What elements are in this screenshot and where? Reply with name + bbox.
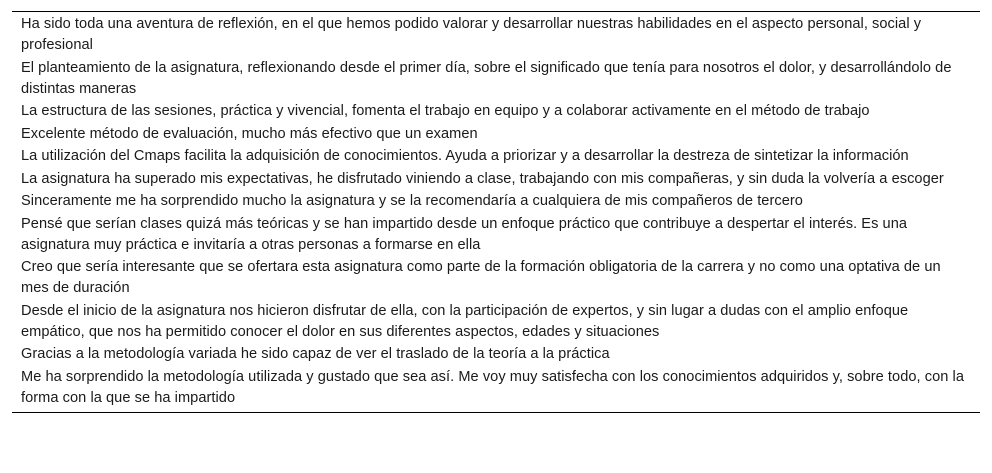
comment-row: El planteamiento de la asignatura, reflexionando desde el primer día, sobre el significado que tenía para nosotros el dolor, y desarrollándolo de distintas maneras [21,59,952,97]
comment-row: La asignatura ha superado mis expectativas, he disfrutado viniendo a clase, trabajando con mis compañeras, y sin duda la volvería a escoger [21,170,944,187]
comment-row: Gracias a la metodología variada he sido capaz de ver el traslado de la teoría a la práctica [21,346,610,362]
comment-row: Sinceramente me ha sorprendido mucho la asignatura y se la recomendaría a cualquiera de mis compañeros de tercero [21,193,803,209]
comment-row: La utilización del Cmaps facilita la adquisición de conocimientos. Ayuda a priorizar y a desarrollar la destreza de sintetizar la información [21,148,909,164]
comment-row: Me ha sorprendido la metodología utilizada y gustado que sea así. Me voy muy satisfecha con los conocimientos adquiridos y, sobre todo, con la forma con la que se ha impartido [21,368,964,406]
comment-row: Pensé que serían clases quizá más teóricas y se han impartido desde un enfoque práctico que contribuye a despertar el interés. Es una asignatura muy práctica e invitaría a otras personas a formarse en ella [21,215,908,253]
comment-row: La estructura de las sesiones, práctica y vivencial, fomenta el trabajo en equipo y a colaborar activamente en el método de trabajo [21,103,870,119]
comment-row: Ha sido toda una aventura de reflexión, en el que hemos podido valorar y desarrollar nuestras habilidades en el aspecto personal, social y profesional [21,16,922,53]
comment-row: Creo que sería interesante que se ofertara esta asignatura como parte de la formación obligatoria de la carrera y no como una optativa de un mes de duración [21,259,941,296]
comments-table [12,11,980,413]
comment-row: Desde el inicio de la asignatura nos hicieron disfrutar de ella, con la participación de expertos, y sin lugar a dudas con el amplio enfoque empático, que nos ha permitido conocer el dolor en sus diferentes aspectos, edades y situaciones [21,302,909,340]
comment-row: Excelente método de evaluación, mucho más efectivo que un examen [21,125,478,142]
